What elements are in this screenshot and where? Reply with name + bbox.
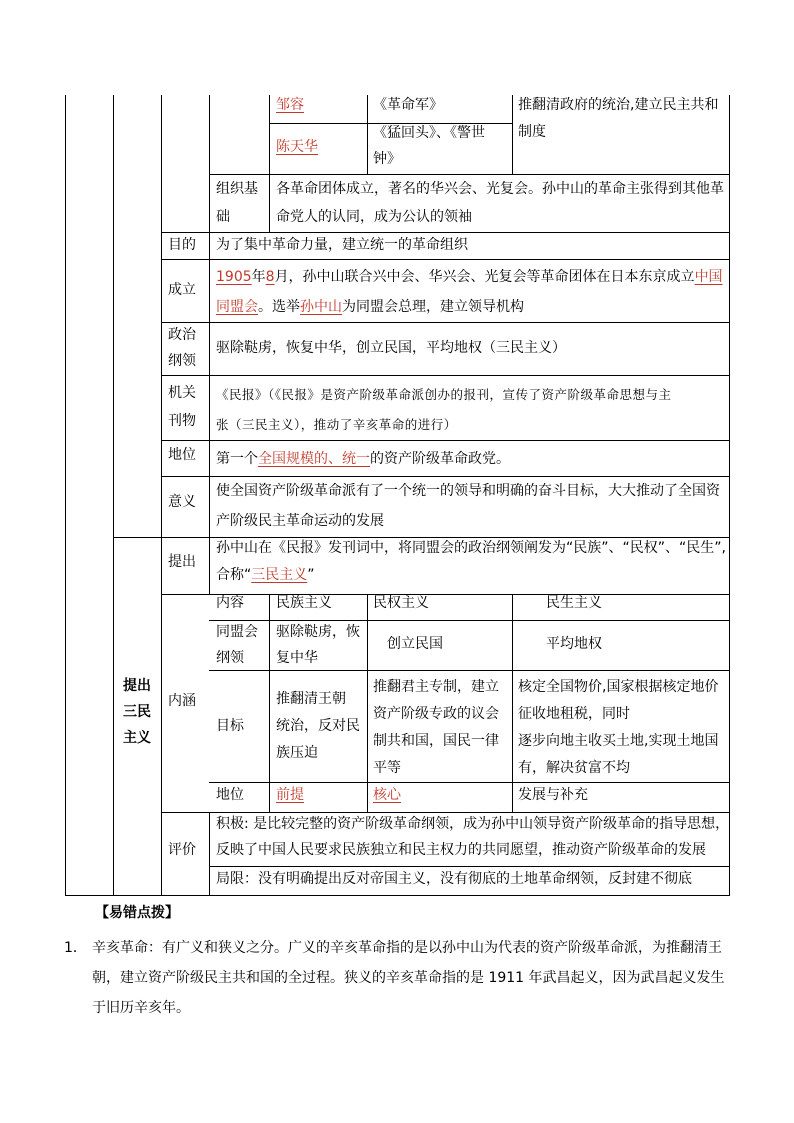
- significance-label: 意义: [168, 494, 196, 510]
- founding-mid1: 月，孙中山联合兴中会、华兴会、光复会等革命团体在日本东京成立: [274, 269, 695, 285]
- propose-line1: 孙中山在《民报》发刊词中，将同盟会的政治纲领阐发为“民族”、“民权”、“民生”,: [216, 540, 726, 556]
- rights-pos: 核心: [373, 787, 401, 803]
- journal-label-line1: 机关: [168, 385, 196, 401]
- journal-label-line2: 刊物: [168, 413, 196, 429]
- founding-nian: 年: [251, 269, 266, 285]
- founding-label: 成立: [168, 282, 196, 298]
- hdr-content: 内容: [216, 595, 244, 611]
- org-label-line2: 础: [216, 209, 230, 225]
- org-label-line1: 组织基: [216, 181, 258, 197]
- section-label-line2: 三民: [123, 704, 151, 720]
- livelihood-goal-line1: 核定全国物价,国家根据核定地价: [518, 679, 719, 695]
- propose-highlight: 三民主义: [251, 567, 308, 583]
- propose-line2: [216, 562, 315, 588]
- tips-item-line2: 朝，建立资产阶级民主共和国的全过程。狭义的辛亥革命指的是 1911 年武昌起义，因为武昌起义发生: [92, 970, 725, 986]
- goal-line1: 推翻清政府的统治,建立民主共和: [518, 97, 719, 113]
- journal-text-line1: 《民报》（《民报》是资产阶级革命派创办的报刊，宣传了资产阶级革命思想与主: [216, 387, 672, 402]
- founding-leader: 孙中山: [300, 299, 342, 315]
- status-post: 的资产阶级革命政党。: [370, 451, 510, 467]
- section-label-line3: 主义: [123, 730, 151, 746]
- work-menghuitou-line1: 《猛回头》、《警世: [373, 125, 485, 141]
- rights-goal-line3: 制共和国，国民一律: [373, 733, 499, 749]
- status-text: [216, 446, 510, 472]
- hdr-nation: 民族主义: [276, 595, 332, 611]
- founding-mid2: 。选举: [258, 299, 300, 315]
- livelihood-goal-line3: 逐步向地主收买土地,实现土地国: [518, 733, 719, 749]
- propose-post: ”: [307, 567, 315, 583]
- propose-pre: 合称“: [216, 567, 252, 583]
- founding-org-part2: 同盟会: [216, 299, 258, 315]
- org-text-line1: 各革命团体成立，著名的华兴会、光复会。孙中山的革命主张得到其他革: [276, 181, 724, 197]
- hdr-livelihood: 民生主义: [546, 595, 602, 611]
- nation-pos: 前提: [276, 787, 304, 803]
- status-pre: 第一个: [216, 451, 258, 467]
- section-label-line1: 提出: [123, 678, 151, 694]
- nation-goal-line1: 推翻清王朝: [276, 691, 346, 707]
- founding-text-line2: [216, 294, 524, 320]
- content-label: 内涵: [168, 693, 196, 709]
- livelihood-goal-line2: 征收地租税，同时: [518, 706, 630, 722]
- rights-goal-line1: 推翻君主专制，建立: [373, 679, 499, 695]
- propose-label: 提出: [168, 554, 196, 570]
- founding-month: 8: [265, 269, 275, 285]
- program-label-line2: 纲领: [168, 353, 196, 369]
- founding-year: 1905: [216, 269, 252, 285]
- rights-prog: 创立民国: [387, 636, 443, 652]
- goal-label: 目标: [216, 718, 244, 734]
- journal-text-line2: 张（三民主义），推动了辛亥革命的进行）: [216, 417, 457, 432]
- founding-org-part1: 中国: [694, 269, 723, 285]
- livelihood-goal-line4: 有，解决贫富不均: [518, 760, 630, 776]
- program-label-line1: 政治: [168, 327, 196, 343]
- significance-line1: 使全国资产阶级革命派有了一个统一的领导和明确的奋斗目标，大大推动了全国资: [216, 483, 720, 499]
- eval-limitation: 局限：没有明确提出反对帝国主义，没有彻底的土地革命纲领，反封建不彻底: [216, 871, 692, 887]
- nation-prog-line1: 驱除鞑虏，恢: [276, 624, 360, 640]
- nation-goal-line2: 统治，反对民: [276, 718, 360, 734]
- nation-prog-line2: 复中华: [276, 650, 318, 666]
- rights-goal-line2: 资产阶级专政的议会: [373, 706, 499, 722]
- founding-end: 为同盟会总理，建立领导机构: [342, 299, 524, 315]
- work-menghuitou-line2: 钟》: [373, 151, 401, 167]
- program-text: 驱除鞑虏，恢复中华，创立民国，平均地权（三民主义）: [216, 340, 566, 356]
- person-zou-rong: 邹容: [276, 97, 304, 113]
- org-text-line2: 命党人的认同，成为公认的领袖: [276, 209, 472, 225]
- person-chen-tianhua: 陈天华: [276, 139, 318, 155]
- founding-text-line1: [216, 264, 723, 290]
- tips-item-line3: 于旧历辛亥年。: [92, 1000, 190, 1016]
- eval-label: 评价: [168, 842, 196, 858]
- eval-positive-line1: 积极: 是比较完整的资产阶级革命纲领，成为孙中山领导资产阶级革命的指导思想，: [216, 816, 730, 832]
- work-geming-jun: 《革命军》: [373, 97, 443, 113]
- purpose-label: 目的: [168, 237, 196, 253]
- nation-goal-line3: 族压迫: [276, 745, 318, 761]
- pos-label: 地位: [216, 787, 244, 803]
- livelihood-prog: 平均地权: [546, 636, 602, 652]
- livelihood-pos: 发展与补充: [518, 787, 588, 803]
- tips-item-line1: 辛亥革命：有广义和狭义之分。广义的辛亥革命指的是以孙中山为代表的资产阶级革命派，为推翻清王: [92, 940, 722, 956]
- status-highlight: 全国规模的、统一: [258, 451, 370, 467]
- purpose-text: 为了集中革命力量，建立统一的革命组织: [216, 237, 468, 253]
- significance-line2: 产阶级民主革命运动的发展: [216, 513, 384, 529]
- hdr-rights: 民权主义: [373, 595, 429, 611]
- eval-positive-line2: 反映了中国人民要求民族独立和民主权力的共同愿望，推动资产阶级革命的发展: [216, 842, 706, 858]
- rights-goal-line4: 平等: [373, 760, 401, 776]
- tips-item-number: 1．: [64, 940, 87, 956]
- status-label: 地位: [168, 447, 196, 463]
- goal-line2: 制度: [518, 124, 546, 140]
- prog-label-line2: 纲领: [216, 650, 244, 666]
- prog-label-line1: 同盟会: [216, 624, 258, 640]
- tips-heading: 【易错点拨】: [95, 905, 179, 921]
